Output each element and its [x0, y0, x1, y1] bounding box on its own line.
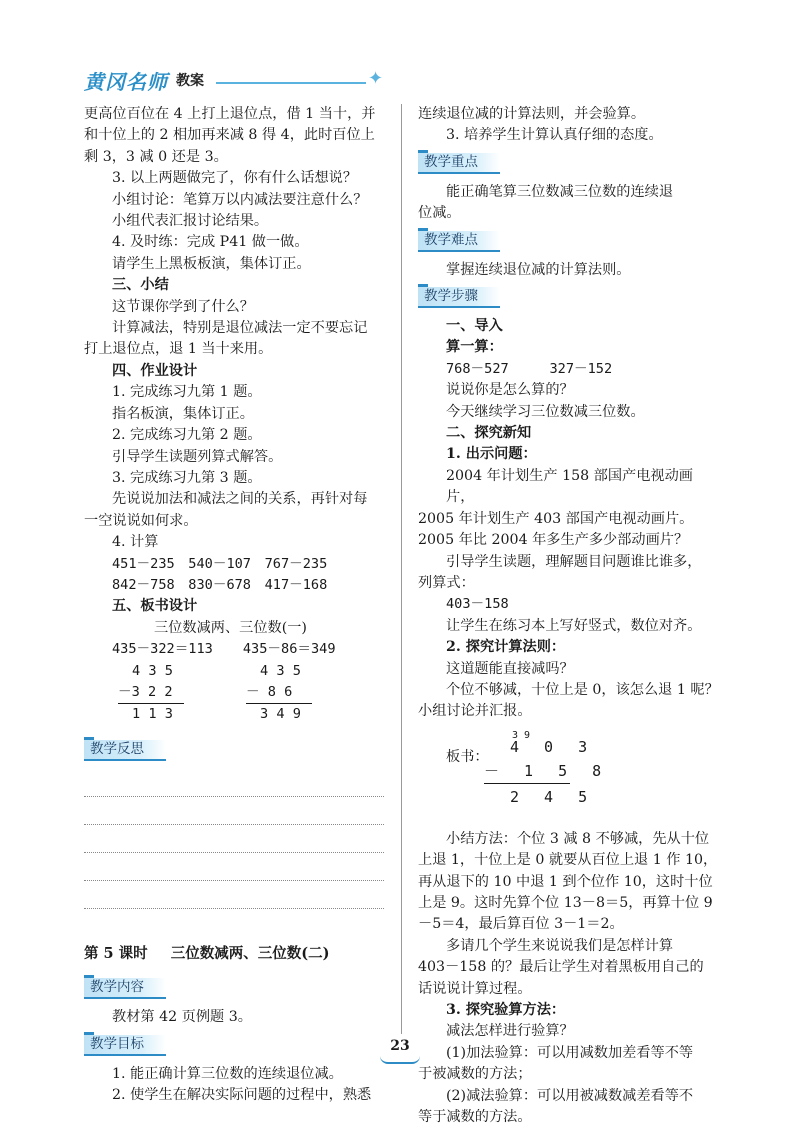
tag-reflection: 教学反思 — [84, 740, 166, 761]
dotted-line — [84, 797, 384, 825]
text-line: 先说说加法和减法之间的关系，再针对每 — [112, 491, 368, 508]
text-line: 指名板演，集体订正。 — [112, 405, 254, 422]
text-line: 上是 9。这时先算个位 13－8＝5，再算十位 9 — [418, 894, 713, 911]
text-line: －5＝4，最后算百位 3－1＝2。 — [418, 916, 624, 933]
text-line: 连续退位减的计算法则，并会验算。 — [418, 106, 646, 122]
sparkle-icon: ✦ — [368, 68, 384, 89]
borrow-marks: 3 9 — [512, 729, 531, 741]
text-line: 多请几个学生来说说我们是怎样计算 — [446, 937, 674, 954]
board-label: 板书： — [446, 748, 489, 765]
vertical-calc-1 — [118, 661, 184, 726]
header-rule — [216, 82, 366, 84]
text-line: 于被减数的方法； — [418, 1066, 532, 1083]
text-line: 小结方法：个位 3 减 8 不够减，先从十位 — [446, 830, 710, 847]
text-line: 这道题能直接减吗？ — [446, 660, 574, 677]
brand-logo: 黄冈名师 — [84, 70, 168, 94]
section-heading: 1. 出示问题： — [446, 446, 537, 463]
text-line: 小组讨论并汇报。 — [418, 703, 532, 720]
vert-row: 4 3 5 — [132, 662, 173, 679]
board-writing — [418, 725, 720, 829]
text-line: (1)加法验算：可以用减数加差看等不等 — [446, 1044, 694, 1061]
vert-row: －3 2 2 — [118, 682, 184, 704]
equation: 435－322＝113 — [112, 641, 213, 658]
tag-content: 教学内容 — [84, 978, 166, 999]
tag-steps: 教学步骤 — [418, 287, 500, 308]
board-line — [484, 783, 570, 784]
vertical-calc-2 — [246, 661, 312, 726]
text-line: (2)减法验算：可以用被减数减差看等不 — [446, 1087, 694, 1104]
text-line: 3. 培养学生计算认真仔细的态度。 — [446, 127, 663, 144]
section-heading: 五、板书设计 — [112, 598, 198, 615]
vert-row: 4 3 5 — [260, 662, 301, 679]
text-line: 能正确笔算三位数减三位数的连续退 — [446, 183, 674, 200]
text-line: 减法怎样进行验算？ — [446, 1023, 574, 1040]
calc-row: 451－235 540－107 767－235 — [112, 555, 328, 572]
text-line: 打上退位点，退 1 当十来用。 — [84, 341, 273, 358]
board-difference: 2 4 5 — [510, 787, 596, 806]
text-line: 2. 完成练习九第 2 题。 — [112, 427, 262, 444]
section-heading: 2. 探究计算法则： — [446, 639, 566, 656]
text-line: 上退 1，十位上是 0 就要从百位上退 1 作 10， — [418, 852, 718, 869]
text-line: 引导学生读题，理解题目问题谁比谁多， — [446, 553, 702, 570]
text-line: 3. 完成练习九第 3 题。 — [112, 469, 262, 486]
brand-subtitle: 教案 — [176, 73, 204, 89]
right-column — [418, 104, 720, 1128]
board-equations — [84, 639, 386, 660]
section-heading: 三、小结 — [112, 277, 169, 294]
text-line: 教材第 42 页例题 3。 — [112, 1009, 252, 1026]
section-heading: 算一算： — [446, 339, 503, 356]
text-line: 小组讨论：笔算万以内减法要注意什么？ — [112, 191, 368, 208]
section-heading: 3. 探究验算方法： — [446, 1002, 566, 1018]
left-column — [84, 104, 386, 1106]
page-number-ornament — [380, 1056, 420, 1064]
section-heading: 一、导入 — [446, 318, 503, 335]
text-line: 一空说说如何求。 — [84, 512, 198, 529]
text-line: 个位不够减，十位上是 0，该怎么退 1 呢？ — [446, 681, 719, 698]
text-line: 今天继续学习三位数减三位数。 — [446, 403, 645, 420]
section-heading: 二、探究新知 — [446, 425, 532, 442]
lesson-number: 第 5 课时 — [84, 944, 148, 962]
vertical-calcs — [84, 661, 386, 726]
text-line: 剩 3，3 减 0 还是 3。 — [84, 148, 228, 165]
section-heading: 四、作业设计 — [112, 362, 198, 379]
lesson-name: 三位数减两、三位数(二) — [170, 944, 330, 962]
page-number: 23 — [390, 1038, 410, 1054]
board-subtrahend: － 1 5 8 — [484, 761, 610, 780]
dotted-line — [84, 853, 384, 881]
column-divider — [401, 104, 402, 1034]
text-line: 再从退下的 10 中退 1 到个位作 10，这时十位 — [418, 873, 713, 890]
vert-row: 1 1 3 — [132, 706, 173, 723]
lesson-title — [84, 943, 386, 964]
text-line: 2005 年计划生产 403 部国产电视动画片。 — [418, 510, 694, 527]
board-title: 三位数减两、三位数(一) — [154, 619, 307, 636]
equation: 435－86＝349 — [242, 641, 336, 658]
dotted-line — [84, 825, 384, 853]
reflection-lines — [84, 769, 386, 909]
text-line: 和十位上的 2 相加再来减 8 得 4，此时百位上 — [84, 127, 375, 144]
text-line: 这节课你学到了什么？ — [112, 298, 254, 315]
text-line: 3. 以上两题做完了，你有什么话想说？ — [112, 170, 358, 187]
text-line: 4. 计算 — [112, 534, 159, 551]
tag-goal: 教学目标 — [84, 1035, 166, 1056]
text-line: 2005 年比 2004 年多生产多少部动画片？ — [418, 532, 689, 549]
page-header — [84, 64, 414, 92]
text-line: 2004 年计划生产 158 部国产电视动画片， — [446, 467, 693, 506]
text-line: 更高位百位在 4 上打上退位点，借 1 当十，并 — [84, 106, 376, 122]
text-line: 403－158 的？最后让学生对着黑板用自己的 — [418, 959, 704, 976]
calc-row: 403－158 — [446, 596, 509, 613]
text-line: 计算减法，特别是退位减法一定不要忘记 — [112, 320, 368, 337]
dotted-line — [84, 881, 384, 909]
text-line: 请学生上黑板板演，集体订正。 — [112, 255, 311, 272]
vert-row: 3 4 9 — [260, 706, 301, 723]
tag-key-point: 教学重点 — [418, 153, 500, 174]
dotted-line — [84, 769, 384, 797]
text-line: 4. 及时练：完成 P41 做一做。 — [112, 234, 309, 251]
text-line: 列算式： — [418, 574, 475, 591]
text-line: 1. 完成练习九第 1 题。 — [112, 384, 262, 401]
vert-row: － 8 6 — [246, 682, 312, 704]
text-line: 掌握连续退位减的计算法则。 — [446, 261, 631, 278]
tag-difficulty: 教学难点 — [418, 231, 500, 252]
text-line: 等于减数的方法。 — [418, 1109, 532, 1126]
calc-row: 842－758 830－678 417－168 — [112, 576, 328, 593]
text-line: 2. 使学生在解决实际问题的过程中，熟悉 — [112, 1087, 372, 1103]
text-line: 引导学生读题列算式解答。 — [112, 448, 283, 465]
board-minuend: 4 0 3 — [510, 737, 596, 756]
text-line: 让学生在练习本上写好竖式，数位对齐。 — [446, 617, 702, 634]
text-line: 位减。 — [418, 205, 461, 222]
text-line: 话说说计算过程。 — [418, 980, 532, 997]
text-line: 说说你是怎么算的？ — [446, 382, 574, 399]
text-line: 小组代表汇报讨论结果。 — [112, 213, 269, 230]
text-line: 1. 能正确计算三位数的连续退位减。 — [112, 1065, 343, 1082]
calc-row: 768－527 327－152 — [446, 360, 613, 377]
